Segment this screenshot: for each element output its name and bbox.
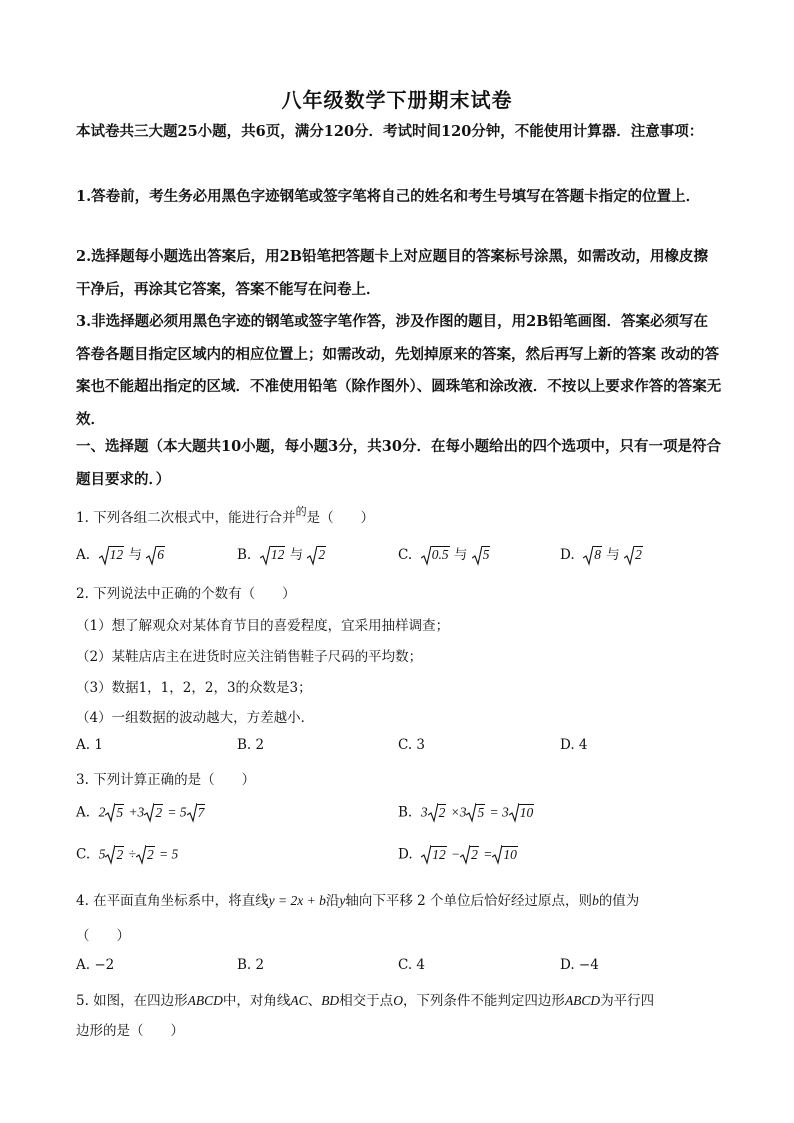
q4-option-a[interactable]: A. −2 <box>76 957 115 973</box>
q1-option-d[interactable]: D. 8 与 2 <box>560 543 643 566</box>
q3-option-b[interactable]: B. 3 2 ×3 5 = 3 10 <box>398 803 534 823</box>
sqrt-symbol <box>146 546 156 566</box>
q2-statement-2: （2）某鞋店店主在进货时应关注销售鞋子尺码的平均数； <box>76 649 423 665</box>
question-2-stem: 2. 下列说法中正确的个数有（ ） <box>76 586 296 602</box>
question-5-stem: 5. 如图，在四边形ABCD中，对角线AC、BD相交于点O，下列条件不能判定四边形ABCD为平行四 <box>76 993 655 1009</box>
sqrt-symbol <box>307 546 317 566</box>
q3-option-a[interactable]: A. 2 5 +3 2 = 5 7 <box>76 803 205 823</box>
q3-option-c[interactable]: C. 5 2 ÷ 2 = 5 <box>76 845 178 865</box>
q2-statement-3: （3）数据1，1，2，2，3的众数是3； <box>76 680 312 696</box>
sqrt-symbol <box>428 803 438 823</box>
q2-statement-1: （1）想了解观众对某体育节目的喜爱程度，宜采用抽样调查； <box>76 618 450 634</box>
section-1-heading: 一、选择题（本大题共10小题，每小题3分，共30分．在每小题给出的四个选项中，只有一项是符合题目要求的．） <box>76 438 721 488</box>
sqrt-symbol <box>624 546 634 566</box>
sqrt-symbol <box>421 546 431 566</box>
sqrt-symbol <box>144 803 154 823</box>
note-1: 1.答卷前，考生务必用黑色字迹钢笔或签字笔将自己的姓名和考生号填写在答题卡指定的位置上． <box>76 188 701 205</box>
sqrt-symbol <box>492 845 502 865</box>
q3-option-d[interactable]: D. 12 − 2 = 10 <box>398 845 518 865</box>
sqrt-symbol <box>105 803 115 823</box>
sqrt-symbol <box>583 546 593 566</box>
sqrt-symbol <box>466 803 476 823</box>
question-3-stem: 3. 下列计算正确的是（ ） <box>76 772 256 788</box>
question-1-stem: 1. 下列各组二次根式中，能进行合并$^的$是（ ） <box>76 505 375 526</box>
q2-option-c[interactable]: C. 3 <box>398 737 426 753</box>
sqrt-symbol <box>187 803 197 823</box>
note-3: 3.非选择题必须用黑色字迹的钢笔或签字笔作答，涉及作图的题目，用2B铅笔画图．答案必须写在答卷各题目指定区域内的相应位置上；如需改动，先划掉原来的答案，然后再写上新的答案 改动的答案也不能超出指定的区域．不准使用铅笔（除作图外）、圆珠笔和涂改液．不按以上要求作答的答案无效． <box>76 313 722 428</box>
question-4-paren: （ ） <box>76 928 130 944</box>
page-title: 八年级数学下册期末试卷 <box>281 88 513 112</box>
sqrt-symbol <box>99 546 109 566</box>
question-5-stem-cont: 边形的是（ ） <box>76 1023 184 1039</box>
q4-option-c[interactable]: C. 4 <box>398 957 426 973</box>
q2-option-b[interactable]: B. 2 <box>237 737 265 753</box>
q2-statement-4: （4）一组数据的波动越大，方差越小． <box>76 710 315 726</box>
q1-option-a[interactable]: A. 12 与 6 <box>76 543 165 566</box>
q4-option-d[interactable]: D. −4 <box>560 957 599 973</box>
sqrt-symbol <box>260 546 270 566</box>
sqrt-symbol <box>509 803 519 823</box>
question-4-stem: 4. 在平面直角坐标系中，将直线y = 2x + b沿y轴向下平移 2 个单位后恰好经过原点，则b的值为 <box>76 893 640 909</box>
sqrt-symbol <box>105 845 115 865</box>
q1-option-b[interactable]: B. 12 与 2 <box>237 543 326 566</box>
note-2: 2.选择题每小题选出答案后，用2B铅笔把答题卡上对应题目的答案标号涂黑，如需改动，用橡皮擦干净后，再涂其它答案，答案不能写在问卷上． <box>76 248 708 298</box>
exam-intro: 本试卷共三大题25小题，共6页，满分120分．考试时间120分钟，不能使用计算器．注意事项： <box>76 123 704 140</box>
q2-option-a[interactable]: A. 1 <box>76 737 103 753</box>
q4-option-b[interactable]: B. 2 <box>237 957 265 973</box>
sqrt-symbol <box>136 845 146 865</box>
q2-option-d[interactable]: D. 4 <box>560 737 588 753</box>
sqrt-symbol <box>472 546 482 566</box>
sqrt-symbol <box>421 845 431 865</box>
q1-option-c[interactable]: C. 0.5 与 5 <box>398 543 490 566</box>
sqrt-symbol <box>460 845 470 865</box>
